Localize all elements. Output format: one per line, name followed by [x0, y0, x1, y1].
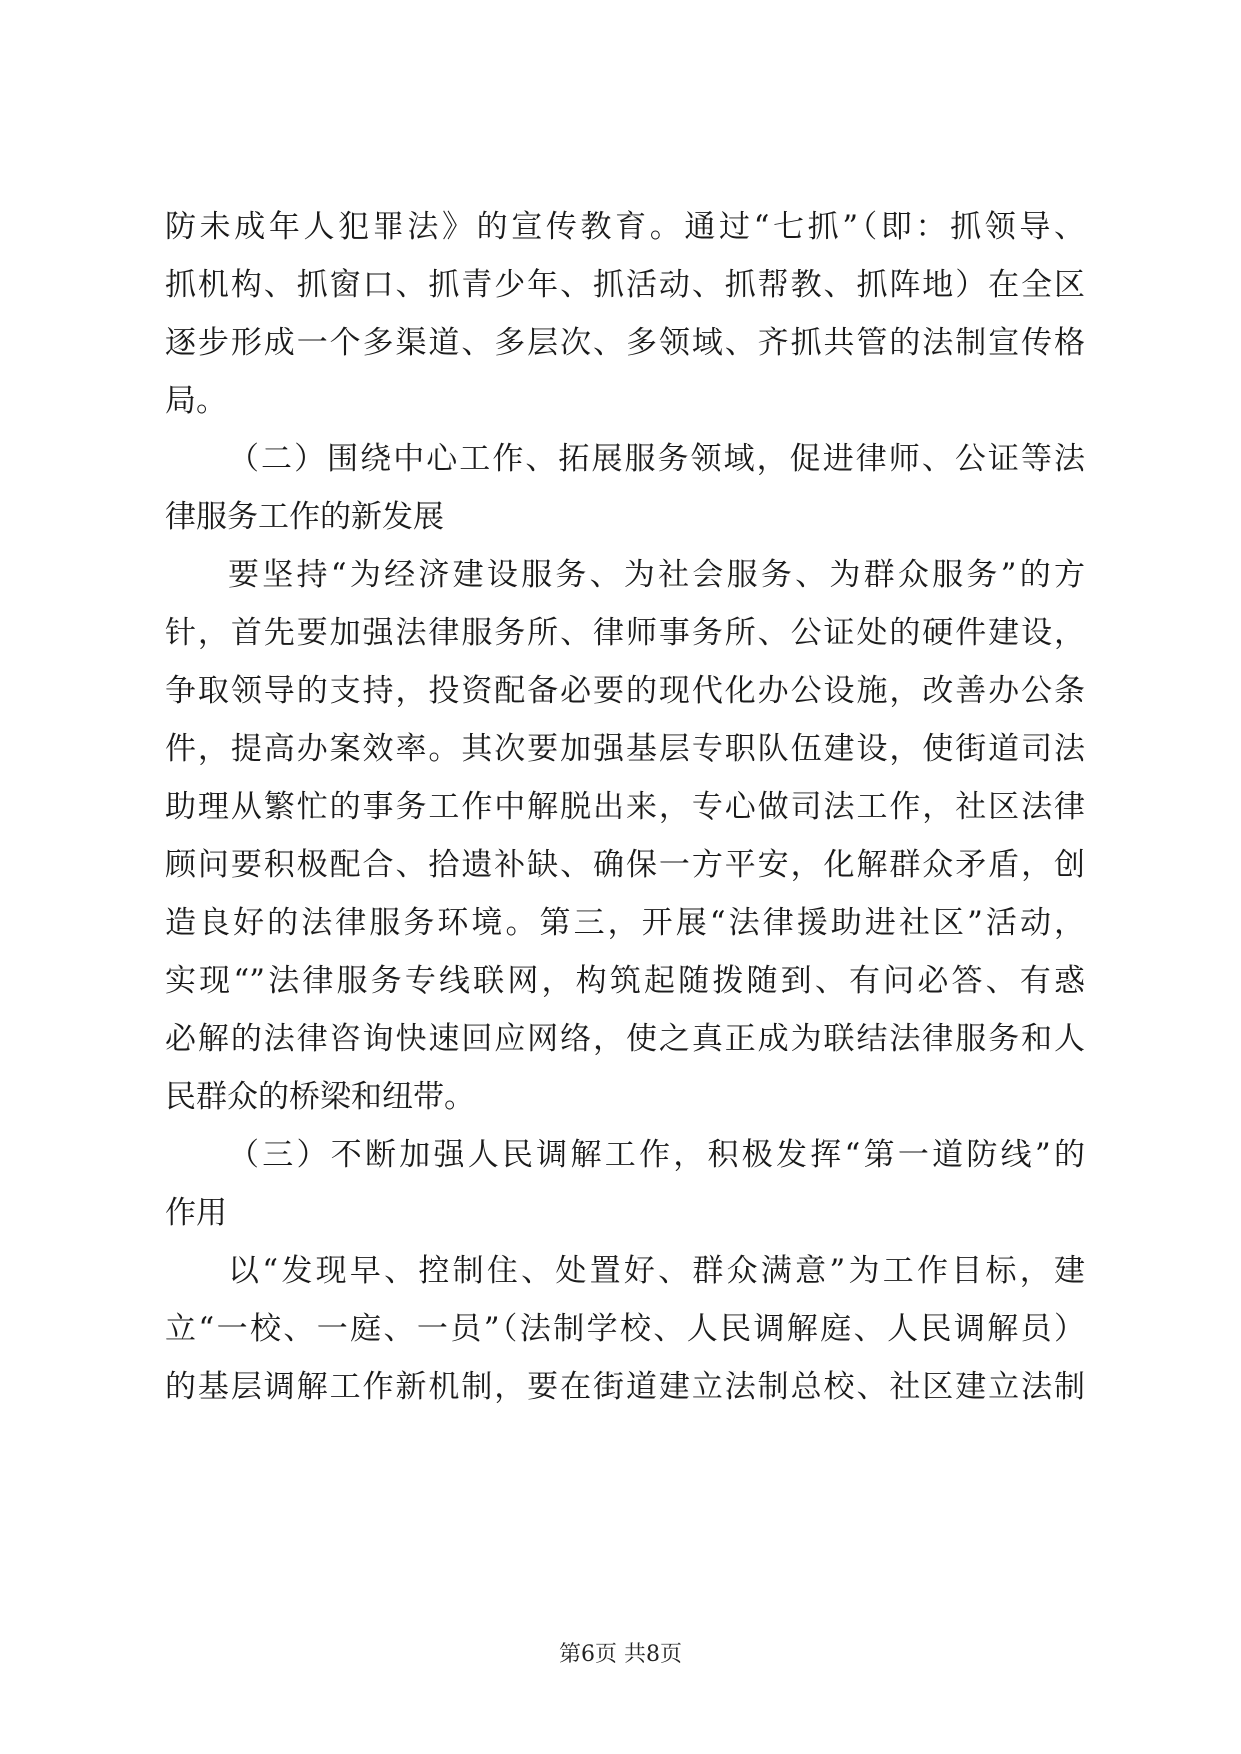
section-heading-3: （三）不断加强人民调解工作，积极发挥“第一道防线”的	[228, 1137, 1085, 1173]
section-heading-2: （二）围绕中心工作、拓展服务领域，促进律师、公证等法	[228, 441, 1085, 477]
section-heading-3-cont: 作用	[165, 1195, 227, 1231]
text-line: 要坚持“为经济建设服务、为社会服务、为群众服务”的方	[228, 557, 1085, 593]
text-line: 立“一校、一庭、一员”（法制学校、人民调解庭、人民调解员）	[165, 1311, 1085, 1347]
text-line: 民群众的桥梁和纽带。	[165, 1079, 475, 1115]
page-number-footer: 第6页 共8页	[559, 1642, 682, 1667]
text-line: 抓机构、抓窗口、抓青少年、抓活动、抓帮教、抓阵地）在全区	[165, 267, 1085, 303]
text-line: 局。	[165, 383, 227, 419]
text-line: 造良好的法律服务环境。第三，开展“法律援助进社区”活动，	[165, 905, 1085, 941]
text-line: 争取领导的支持，投资配备必要的现代化办公设施，改善办公条	[165, 673, 1085, 709]
text-line: 顾问要积极配合、拾遗补缺、确保一方平安，化解群众矛盾，创	[165, 847, 1085, 883]
text-line: 以“发现早、控制住、处置好、群众满意”为工作目标，建	[228, 1253, 1085, 1289]
text-line: 防未成年人犯罪法》的宣传教育。通过“七抓”（即：抓领导、	[165, 209, 1085, 245]
text-line: 针，首先要加强法律服务所、律师事务所、公证处的硬件建设，	[165, 615, 1085, 651]
text-line: 实现“”法律服务专线联网，构筑起随拨随到、有问必答、有惑	[165, 963, 1085, 999]
section-heading-2-cont: 律服务工作的新发展	[165, 499, 444, 535]
text-line: 逐步形成一个多渠道、多层次、多领域、齐抓共管的法制宣传格	[165, 325, 1085, 361]
text-line: 助理从繁忙的事务工作中解脱出来，专心做司法工作，社区法律	[165, 789, 1085, 825]
text-line: 必解的法律咨询快速回应网络，使之真正成为联结法律服务和人	[165, 1021, 1085, 1057]
text-line: 的基层调解工作新机制，要在街道建立法制总校、社区建立法制	[165, 1369, 1085, 1405]
text-line: 件，提高办案效率。其次要加强基层专职队伍建设，使街道司法	[165, 731, 1085, 767]
